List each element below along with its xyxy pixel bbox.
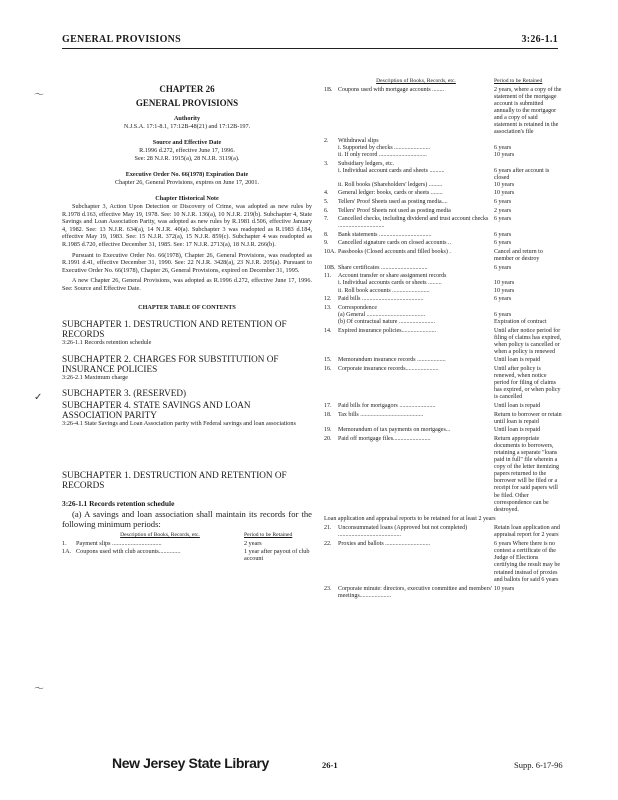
row-description: i. Supported by checks ........................ [338, 144, 431, 151]
history-heading: Chapter Historical Note [155, 195, 219, 203]
row-period: 10 years [494, 190, 515, 197]
library-stamp: New Jersey State Library [112, 755, 269, 771]
row-number: 10A. [324, 249, 336, 256]
table-row [324, 240, 562, 247]
row-number: 4. [324, 190, 329, 197]
row-period: 10 years [494, 280, 515, 287]
row-number: 10B. [324, 264, 336, 271]
row-description: Account transfer or share assignment records [338, 273, 447, 280]
page-number: 26-1 [322, 760, 338, 770]
row-description: ii. Roll books (Shareholders' ledgers) ......... [338, 181, 443, 188]
row-period [494, 305, 562, 312]
running-header [62, 34, 558, 49]
table-row [324, 265, 562, 272]
table-row [324, 403, 562, 410]
row-description: Subsidiary ledgers, etc. [338, 160, 394, 167]
row-period: 2 years [244, 540, 262, 548]
row-period: Cancel and return to member or destroy [494, 249, 543, 263]
row-description: Paid bills for mortgagors ........................ [338, 402, 436, 409]
row-period: 10 years [494, 181, 515, 188]
toc-subchapter-3: SUBCHAPTER 3. (RESERVED) [62, 388, 187, 399]
margin-mark: 〜 [34, 90, 44, 101]
table-row [324, 357, 562, 364]
chapter-number: CHAPTER 26 [159, 84, 215, 94]
row-description: Paid off mortgage files......................... [338, 435, 431, 442]
row-period: Until after notice period for filing of claims has expired, when policy is cancelled or when a policy is renewed [494, 327, 562, 355]
row-period: Retain loan application and appraisal report for 2 years [494, 524, 560, 539]
table-row [324, 208, 562, 215]
table-row [324, 305, 562, 312]
table-row [324, 436, 562, 514]
row-description: Expired insurance policies....................... [338, 327, 437, 334]
toc-subchapter-4: SUBCHAPTER 4. STATE SAVINGS AND LOAN ASSOCIATION PARITY [62, 400, 251, 421]
row-period [494, 161, 562, 168]
row-period: 2 years, where a copy of the statement of the mortgage account is submitted annually to the mortgagor and a copy of said statement is retained in the association's file [494, 86, 562, 136]
row-number: 2. [324, 137, 329, 144]
row-description: Cancelled signature cards on closed accounts .. [338, 240, 451, 247]
row-period: 1 year after payout of club account [244, 547, 310, 563]
row-number: 17. [324, 402, 332, 409]
row-period: 10 years [494, 287, 515, 294]
right-column [324, 78, 562, 600]
row-period: 6 years [494, 216, 512, 223]
table-row [324, 190, 562, 197]
row-period: 6 years [494, 311, 512, 318]
row-number: 7. [324, 216, 329, 223]
table-row [324, 366, 562, 401]
row-description: Passbooks (Closed accounts and filled books) . [338, 249, 451, 256]
row-description: Unconsummated loans (Approved but not completed) .......................................... [338, 524, 468, 539]
exec-order-text: Chapter 26, General Provisions, expires on June 17, 2001. [114, 178, 259, 186]
table-row [324, 328, 562, 356]
row-number [324, 312, 338, 319]
row-number [324, 168, 338, 182]
table-row [324, 412, 562, 426]
row-number [324, 152, 338, 159]
table-row [324, 280, 562, 287]
table-row [324, 288, 562, 295]
row-period: 6 years [494, 231, 512, 238]
row-period: Expiration of contract [494, 318, 547, 325]
row-description: i. Individual account cards and sheets .......... [338, 167, 445, 174]
row-description: Coupons used with mortgage accounts ........ [338, 86, 445, 93]
source-text-1: R.1996 d.272, effective June 17, 1996. [139, 146, 235, 154]
row-description: Memorandum insurance records ................... [338, 357, 446, 364]
row-period: Until after policy is renewed, when notice period for filing of claims has expired, or when policy is cancelled [494, 365, 561, 401]
row-description: Cancelled checks, including dividend and trust account checks ............................... [338, 216, 489, 230]
row-description: (b) Of contractual nature ........................ [338, 318, 435, 325]
row-description: General ledger: books, cards or sheets ........ [338, 190, 443, 197]
row-description: Memorandum of tax payments on mortgages... [338, 427, 451, 434]
margin-mark: ✓ [34, 392, 43, 403]
row-number: 1. [62, 540, 67, 548]
table-header-period: Period to be Retained [494, 78, 543, 84]
row-description: i. Individual accounts cards or sheets ......... [338, 280, 442, 287]
toc-subchapter-1: SUBCHAPTER 1. DESTRUCTION AND RETENTION OF RECORDS [62, 319, 287, 340]
row-number: 8. [324, 231, 329, 238]
row-description: Coupons used with club accounts.............. [76, 547, 181, 555]
right-table-body [324, 87, 562, 514]
row-period [494, 138, 562, 145]
row-period [494, 273, 562, 280]
row-period: 6 years after account is closed [494, 167, 550, 181]
table-row [324, 427, 562, 434]
table-row [62, 540, 312, 548]
authority-text: N.J.S.A. 17:1-8.1, 17:12B-48(21) and 17:12B-197. [123, 122, 251, 130]
row-number: 22. [324, 541, 332, 548]
row-number: 14. [324, 327, 332, 334]
table-header [62, 532, 312, 540]
row-period: Return to borrower or retain until loan is repaid [494, 411, 562, 425]
row-number [324, 280, 338, 287]
history-para-3: A new Chapter 26, General Provisions, was adopted as R.1996 d.272, effective June 17, 1996. See: Source and Effective Date. [62, 277, 312, 292]
row-period: Until loan is repaid [494, 357, 541, 364]
row-period: 6 years [494, 240, 512, 247]
section-para-a: (a) A savings and loan association shall maintain its records for the following minimum periods: [62, 509, 312, 530]
toc-item: 3:26-1.1 Records retention schedule [62, 339, 152, 347]
header-section: 3:26-1.1 [521, 34, 558, 45]
row-period: Until loan is repaid [494, 427, 541, 434]
table-row [324, 87, 562, 137]
row-number: 16. [324, 365, 332, 372]
table-row [324, 199, 562, 206]
history-para-2: Pursuant to Executive Order No. 66(1978), Chapter 26, General Provisions, was readopted as R.1991 d.41, effective December 31, 1990. See: 22 N.J.R. 3428(a), 23 N.J.R. 205(a). Pursuant to Executive Order No. 66(1978), Chapter 26, General Provisions, expired on December 31, 1995. [62, 251, 312, 274]
row-description: Tellers' Proof Sheets used as posting media.... [338, 199, 448, 205]
toc-item: 3:26-2.1 Maximum charge [62, 373, 129, 381]
row-number: 21. [324, 524, 332, 531]
history-para-1: Subchapter 3, Action Upon Detection or Discovery of Crime, was adopted as new rules by R.1978 d.163, effective May 19, 1978. See: 10 N.J.R. 136(a), 10 N.J.R. 219(b). Subchapter 4, State Savings and Loan Association Parity, was adopted as new rules by R.1981 d.506, effective January 4, 1982. See: 13 N.J.R. 634(a), 14 N.J.R. 40(a). Subchapter 3 was readopted as R.1983 d.184, effective May 19, 1983. See: 15 N.J.R. 372(a), 15 N.J.R. 859(c). Subchapter 4 was readopted as R.1985 d.720, effective December 31, 1985. See: 17 N.J.R. 2713(a), 18 N.J.R. 266(b). [62, 202, 312, 248]
table-row [324, 182, 562, 189]
row-period: 6 years Where there is no contest a certificate of the Judge of Elections certifying the result may be retained instead of proxies and ballots for said 6 years [494, 541, 560, 583]
row-description: ii. If only record ................................ [338, 151, 427, 158]
row-description: ii. Roll book accounts ......................... [338, 287, 430, 294]
exec-order-heading: Executive Order No. 66(1978) Expiration Date [125, 171, 249, 179]
left-column [62, 78, 312, 563]
row-period: Return appropriate documents to borrowers, retaining a separate "loans paid in full" file wherein a copy of the letter itemizing papers returned to the borrower will be filed or a receipt for said papers will be filed. Other correspondence can be destroyed. [494, 435, 559, 513]
row-number: 1A. [62, 547, 72, 555]
table-row [324, 152, 562, 159]
table-header [324, 78, 562, 85]
row-period: 6 years [494, 144, 512, 151]
row-number: 19. [324, 427, 332, 434]
table-row [324, 541, 562, 584]
row-description: Tellers' Proof Sheets not used as posting media [338, 207, 451, 214]
row-number: 23. [324, 585, 332, 592]
table-header-period: Period to be Retained [244, 532, 293, 539]
row-number: 3. [324, 160, 329, 167]
row-number: 18. [324, 411, 332, 418]
table-row [324, 586, 562, 600]
row-description: Withdrawal slips [338, 137, 379, 144]
table-row [324, 216, 562, 230]
row-number: 15. [324, 357, 332, 364]
loan-line: Loan application and appraisal reports to be retained for at least 2 years [324, 515, 496, 522]
table-row [324, 525, 562, 539]
table-row [324, 319, 562, 326]
row-description: Tax bills .......................................... [338, 411, 424, 418]
row-description: Share certificates ............................... [338, 264, 428, 271]
row-number: 11. [324, 273, 332, 280]
row-description: Corporate minute: directors, executive committee and members' meetings..................... [338, 585, 492, 599]
row-number [324, 319, 338, 326]
table-row [324, 145, 562, 152]
row-description: Paid bills ......................................... [338, 296, 424, 303]
table-row [324, 138, 562, 145]
section-heading: 3:26-1.1 Records retention schedule [62, 498, 175, 508]
table-row [324, 312, 562, 319]
toc-heading: CHAPTER TABLE OF CONTENTS [138, 304, 236, 312]
row-number [324, 145, 338, 152]
row-number: 12. [324, 296, 332, 303]
row-description: Proxies and ballots .............................. [338, 541, 431, 548]
source-text-2: See: 28 N.J.R. 1915(a), 28 N.J.R. 3119(a). [134, 154, 240, 162]
row-description: Correspondence [338, 304, 377, 311]
table-row [324, 232, 562, 239]
row-number: 20. [324, 435, 332, 442]
row-description: Bank statements ................................... [338, 231, 432, 238]
toc-subchapter-2: SUBCHAPTER 2. CHARGES FOR SUBSTITUTION OF INSURANCE POLICIES [62, 353, 279, 374]
subchapter-1-heading: SUBCHAPTER 1. DESTRUCTION AND RETENTION OF RECORDS [62, 469, 287, 490]
row-number [324, 288, 338, 295]
margin-mark: 〜 [34, 684, 44, 695]
row-description: Corporate insurance records...................... [338, 365, 439, 372]
row-number: 1B. [324, 86, 333, 93]
row-period: 6 years [494, 296, 512, 303]
row-period: 6 years [494, 264, 512, 271]
row-period: 10 years [494, 585, 515, 592]
row-number: 13. [324, 304, 332, 311]
row-number: 5. [324, 199, 329, 205]
row-number [324, 182, 338, 189]
table-row [324, 249, 562, 263]
row-description: (a) General ....................................... [338, 311, 426, 318]
source-heading: Source and Effective Date [152, 139, 222, 147]
row-period: 2 years [494, 207, 512, 214]
table-row [324, 168, 562, 182]
right-table-body-2 [324, 525, 562, 600]
authority-heading: Authority [173, 115, 201, 123]
row-number: 6. [324, 207, 329, 214]
toc-item: 3:26-4.1 State Savings and Loan Association parity with Federal savings and loan associations [62, 420, 296, 428]
left-table-body [62, 540, 312, 563]
table-row [324, 296, 562, 303]
row-period: 10 years [494, 151, 515, 158]
row-period: 6 years [494, 199, 512, 205]
row-description: Payment slips ................................ [76, 540, 162, 548]
table-header-desc: Description of Books, Records, etc. [376, 78, 456, 84]
row-number: 9. [324, 240, 329, 247]
row-period: Until loan is repaid [494, 402, 541, 409]
table-row [62, 548, 312, 563]
table-row [324, 161, 562, 168]
supplement-date: Supp. 6-17-96 [514, 760, 563, 770]
chapter-title: GENERAL PROVISIONS [135, 97, 239, 108]
header-title: GENERAL PROVISIONS [62, 34, 182, 45]
table-row [324, 273, 562, 280]
table-header-desc: Description of Books, Records, etc. [120, 532, 200, 539]
